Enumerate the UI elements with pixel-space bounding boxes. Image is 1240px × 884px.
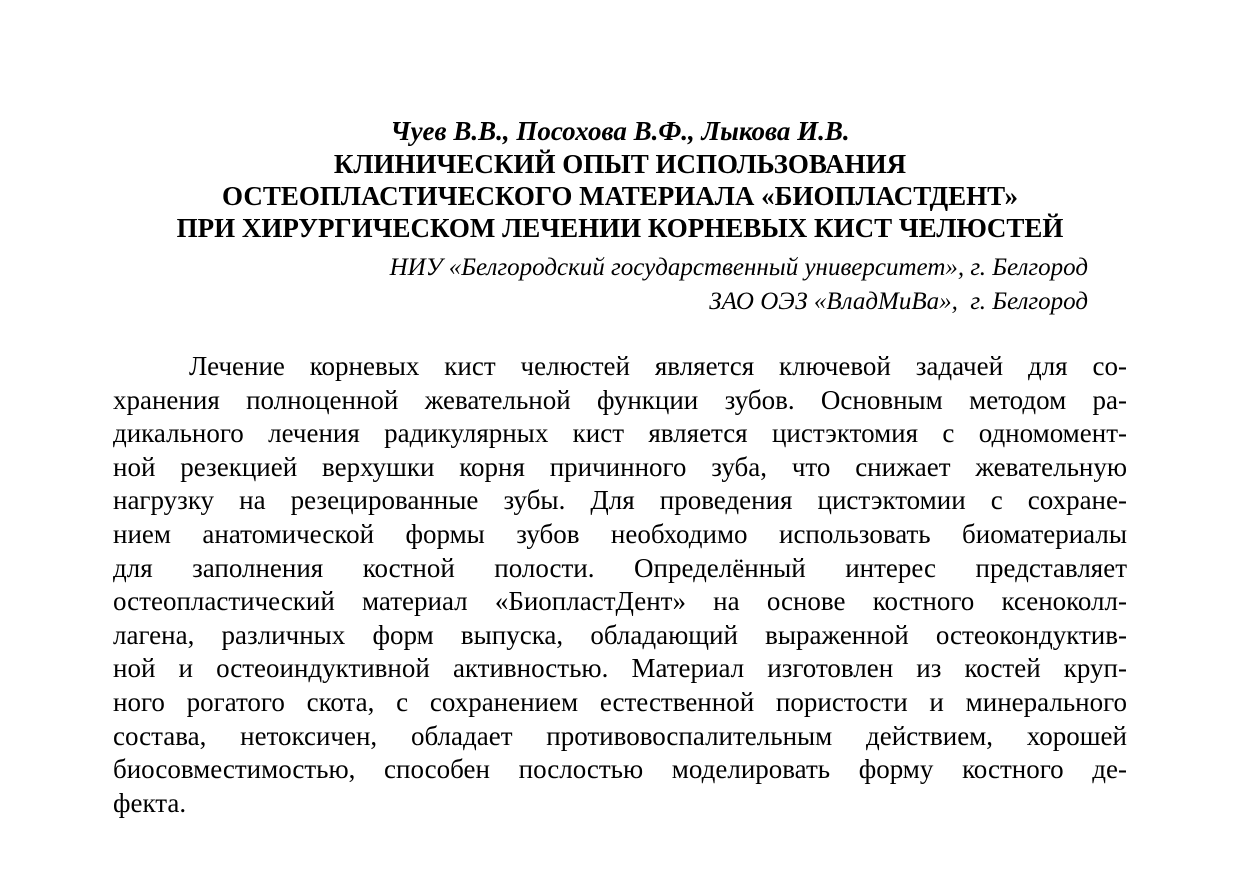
paragraph-line: остеопластический материал «БиопластДент» на основе костного ксеноколл- bbox=[113, 586, 1127, 617]
paragraph-line: биосовместимостью, способен послостью моделировать форму костного де- bbox=[113, 754, 1127, 785]
affiliation-university: НИУ «Белгородский государственный университет», г. Белгород bbox=[389, 254, 1088, 281]
paragraph-line: ной резекцией верхушки корня причинного зуба, что снижает жевательную bbox=[113, 451, 1127, 482]
paragraph-line: нием анатомической формы зубов необходимо использовать биоматериалы bbox=[113, 518, 1127, 549]
paragraph-line: ной и остеоиндуктивной активностью. Материал изготовлен из костей круп- bbox=[113, 653, 1127, 684]
paragraph-line: ного рогатого скота, с сохранением естественной пористости и минерального bbox=[113, 686, 1127, 717]
title-line-1: КЛИНИЧЕСКИЙ ОПЫТ ИСПОЛЬЗОВАНИЯ bbox=[333, 149, 907, 179]
title-line-3: ПРИ ХИРУРГИЧЕСКОМ ЛЕЧЕНИИ КОРНЕВЫХ КИСТ ЧЕЛЮСТЕЙ bbox=[176, 213, 1064, 243]
paragraph-line: нагрузку на резецированные зубы. Для проведения цистэктомии с сохране- bbox=[113, 485, 1127, 516]
paragraph-line: дикального лечения радикулярных кист является цистэктомия с одномомент- bbox=[113, 418, 1127, 449]
paragraph-line: Лечение корневых кист челюстей является ключевой задачей для со- bbox=[189, 351, 1127, 381]
affiliation-company: ЗАО ОЭЗ «ВладМиВа», г. Белгород bbox=[709, 288, 1088, 315]
title-line-2: ОСТЕОПЛАСТИЧЕСКОГО МАТЕРИАЛА «БИОПЛАСТДЕНТ» bbox=[222, 181, 1018, 211]
article-title bbox=[0, 148, 1240, 244]
paragraph-line: для заполнения костной полости. Определённый интерес представляет bbox=[113, 552, 1127, 583]
paragraph-line: хранения полноценной жевательной функции зубов. Основным методом ра- bbox=[113, 384, 1127, 415]
paragraph-line: лагена, различных форм выпуска, обладающий выраженной остеокондуктив- bbox=[113, 619, 1127, 650]
affiliations bbox=[0, 251, 1088, 319]
authors-line: Чуев В.В., Посохова В.Ф., Лыкова И.В. bbox=[390, 116, 850, 146]
paragraph-line: состава, нетоксичен, обладает противовоспалительным действием, хорошей bbox=[113, 720, 1127, 751]
paragraph-line: фекта. bbox=[113, 787, 187, 818]
body-paragraph bbox=[113, 350, 1127, 820]
